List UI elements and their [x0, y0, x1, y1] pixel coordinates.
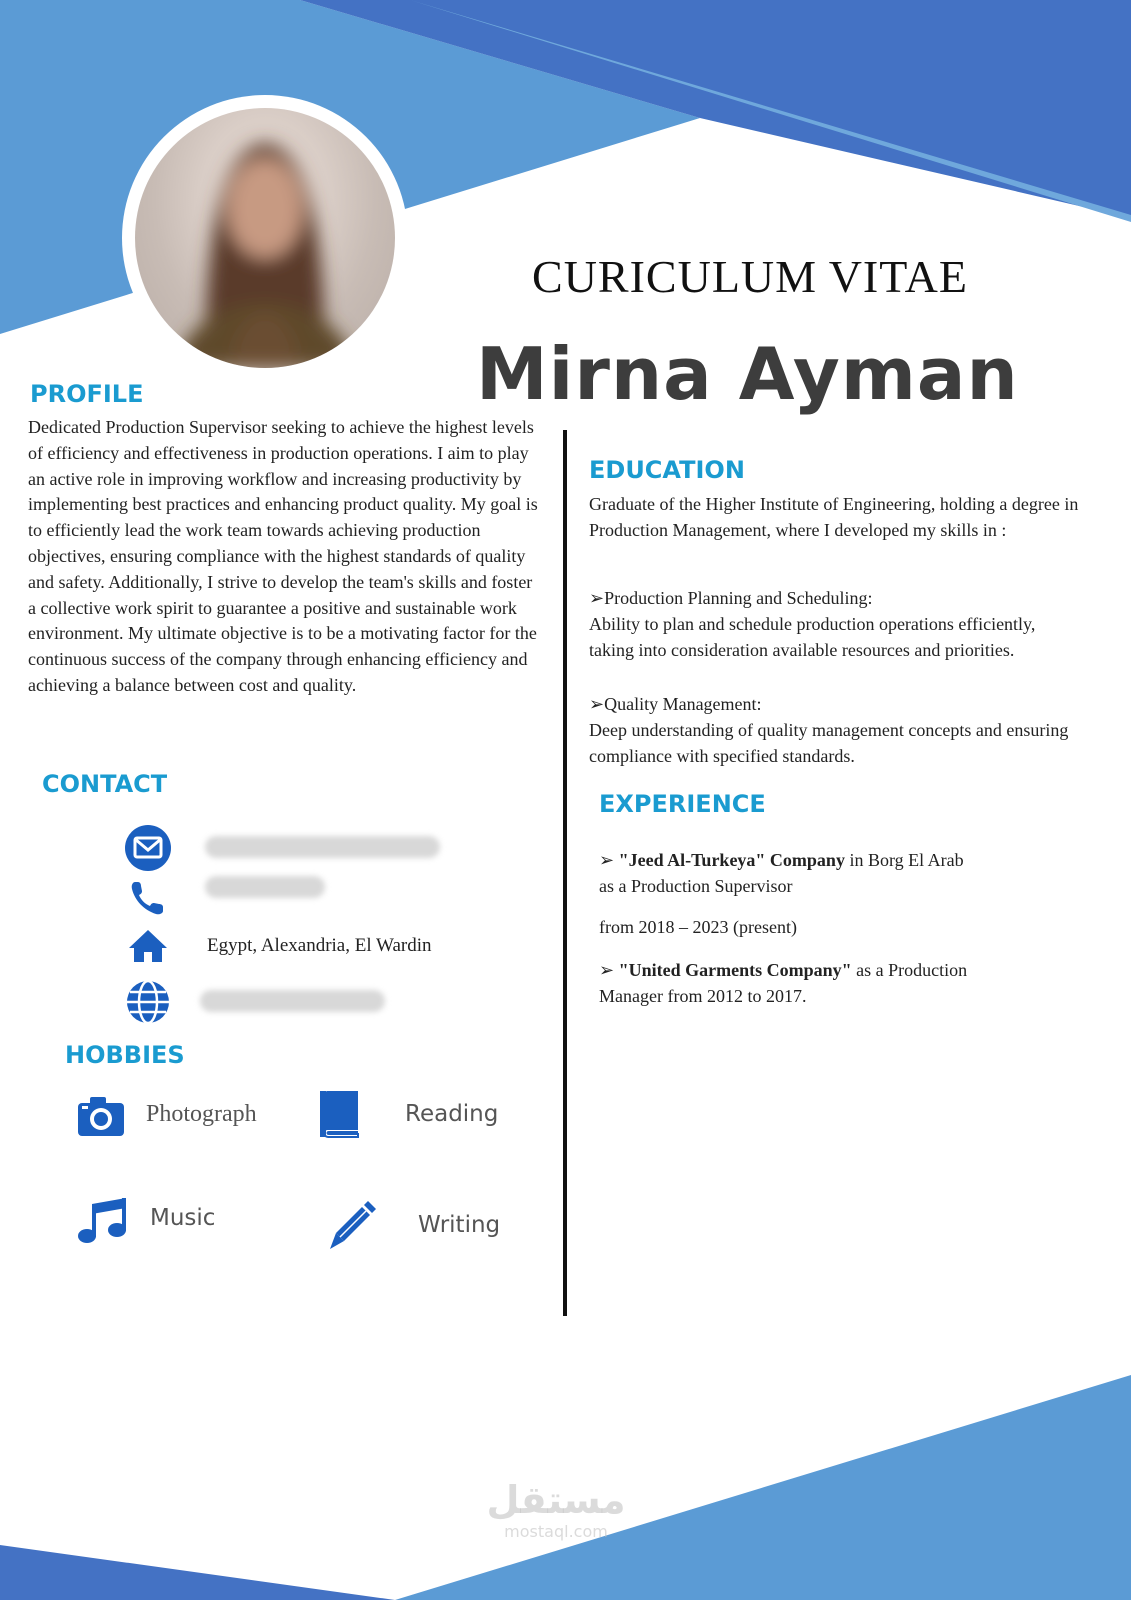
contact-heading: CONTACT	[42, 770, 168, 798]
job-period: from 2018 – 2023 (present)	[599, 916, 797, 937]
address-text: Egypt, Alexandria, El Wardin	[207, 935, 432, 956]
profile-photo-frame	[122, 95, 408, 381]
profile-heading: PROFILE	[30, 380, 144, 408]
job-role: as a Production Supervisor	[599, 875, 793, 896]
company-name: "Jeed Al-Turkeya" Company	[618, 850, 845, 870]
skill-title: ➢Production Planning and Scheduling:	[589, 588, 873, 608]
phone-icon	[123, 876, 173, 922]
skill-title: ➢Quality Management:	[589, 694, 762, 714]
cv-title: CURICULUM VITAE	[532, 251, 968, 302]
education-intro: Graduate of the Higher Institute of Engineering, holding a degree in Production Management, where I developed my skills in :	[589, 494, 1079, 540]
music-note-icon	[76, 1196, 128, 1246]
hobby-photograph: Photograph	[146, 1101, 257, 1127]
website-value-redacted	[200, 990, 385, 1012]
bottom-left-band	[0, 1545, 395, 1600]
company-name: "United Garments Company"	[618, 960, 852, 980]
phone-value-redacted	[205, 876, 325, 898]
education-heading: EDUCATION	[589, 456, 745, 484]
experience-line	[599, 848, 1069, 874]
watermark-url: mostaql.com	[504, 1522, 608, 1541]
column-divider	[563, 430, 567, 1316]
pencil-icon	[326, 1199, 378, 1251]
profile-photo	[135, 108, 395, 368]
hobby-music: Music	[150, 1205, 216, 1231]
experience-line	[599, 958, 1069, 984]
job-period: Manager from 2012 to 2017.	[599, 985, 807, 1006]
skill-text: Ability to plan and schedule production operations efficiently, taking into consideration available resources and priorities.	[589, 613, 1036, 660]
email-icon	[123, 825, 173, 871]
experience-heading: EXPERIENCE	[599, 790, 766, 818]
email-value-redacted	[205, 836, 440, 858]
camera-icon	[76, 1094, 126, 1138]
candidate-name: Mirna Ayman	[476, 332, 1019, 416]
bullet-arrow: ➢	[599, 850, 619, 870]
job-role: as a Production	[851, 960, 968, 980]
home-icon	[123, 924, 173, 970]
experience-item-2	[599, 958, 1069, 1010]
company-location: in Borg El Arab	[844, 850, 964, 870]
education-skill-2	[589, 692, 1079, 769]
profile-text: Dedicated Production Supervisor seeking to achieve the highest levels of efficiency and effectiveness in production operations. I aim to play an active role in improving workflow and increasing productivity by implementing best practices and enhancing product quality. My goal is to efficiently lead the work team towards achieving production objectives, ensuring compliance with the highest standards of quality and safety. Additionally, I strive to develop the team's skills and foster a collective work spirit to guarantee a positive and sustainable work environment. My ultimate objective is to be a motivating factor for the continuous success of the company through enhancing efficiency and achieving a balance between cost and quality.	[28, 417, 538, 695]
watermark-arabic: مستقل	[486, 1478, 626, 1522]
globe-icon	[123, 979, 173, 1025]
book-icon	[318, 1090, 362, 1140]
experience-item-1	[599, 848, 1069, 940]
hobbies-heading: HOBBIES	[65, 1041, 185, 1069]
watermark	[486, 1478, 626, 1542]
education-skill-1	[589, 586, 1079, 663]
skill-text: Deep understanding of quality management concepts and ensuring compliance with specified standards.	[589, 719, 1069, 766]
hobby-reading: Reading	[405, 1101, 499, 1127]
hobby-writing: Writing	[418, 1212, 501, 1238]
bullet-arrow: ➢	[599, 960, 619, 980]
